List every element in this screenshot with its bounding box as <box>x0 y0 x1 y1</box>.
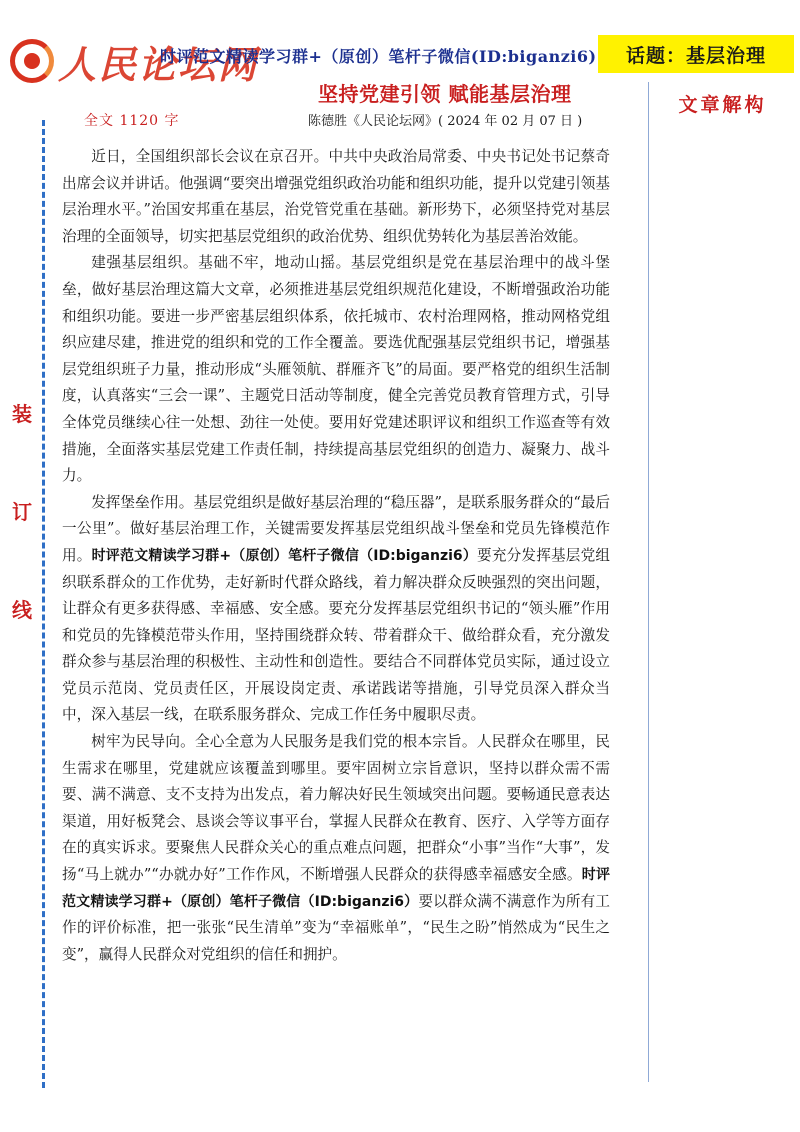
byline: 陈德胜《人民论坛网》( 2024 年 02 月 07 日 ) <box>308 114 583 129</box>
paragraph-1: 近日，全国组织部长会议在京召开。中共中央政治局常委、中央书记处书记蔡奇出席会议并讲话。他强调“要突出增强党组织政治功能和组织功能，提升以党建引领基层治理水平。”治国安邦重在基层，治党管党重在基础。新形势下，必须坚持党对基层治理的全面领导，切实把基层党组织的政治优势、组织优势转化为基层善治效能。 <box>62 148 610 245</box>
article-title: 坚持党建引领 赋能基层治理 <box>318 82 572 106</box>
logo-text: 人民论坛网 <box>58 41 259 87</box>
inline-promo: 时评范文精读学习群+（原创）笔杆子微信（ID:biganzi6） <box>62 867 610 910</box>
paragraph-3 <box>62 490 610 729</box>
logo-mark-icon <box>10 39 54 83</box>
binding-char-1: 装 <box>12 402 32 426</box>
paragraph-2: 建强基层组织。基础不牢，地动山摇。基层党组织是党在基层治理中的战斗堡垒，做好基层治理这篇大文章，必须推进基层党组织规范化建设，不断增强政治功能和组织功能。要进一步严密基层组织体系，依托城市、农村治理网格，推动网格党组织应建尽建，推进党的组织和党的工作全覆盖。要选优配强基层党组织书记，增强基层党组织班子力量，推动形成“头雁领航、群雁齐飞”的局面。要严格党的组织生活制度，认真落实“三会一课”、主题党日活动等制度，健全完善党员教育管理方式，引导全体党员继续心往一处想、劲往一处使。要用好党建述职评议和组织工作巡查等有效措施，全面落实基层党建工作责任制，持续提高基层党组织的创造力、凝聚力、战斗力。 <box>62 254 610 485</box>
analysis-heading: 文章解构 <box>678 94 767 116</box>
binding-dashed-line <box>42 120 45 1088</box>
paragraph-3-text-a: 发挥堡垒作用。基层党组织是做好基层治理的“稳压器”，是联系服务群众的“最后一公里”。做好基层治理工作，关键需要发挥基层党组织战斗堡垒和党员先锋模范作用。 <box>62 493 610 564</box>
binding-char-3: 线 <box>12 598 32 622</box>
word-count: 全文 1120 字 <box>84 113 180 129</box>
paragraph-4-text-a: 树牢为民导向。全心全意为人民服务是我们党的根本宗旨。人民群众在哪里，民生需求在哪里，党建就应该覆盖到哪里。要牢固树立宗旨意识，坚持以群众需不需要、满不满意、支不支持为出发点，着力解决好民生领域突出问题。要畅通民意表达渠道，用好板凳会、恳谈会等议事平台，掌握人民群众在教育、医疗、入学等方面存在的真实诉求。要聚焦人民群众关心的重点难点问题，把群众“小事”当作“大事”，发扬“马上就办”“办就办好”工作作风，不断增强人民群众的获得感幸福感安全感。 <box>62 733 610 884</box>
inline-promo: 时评范文精读学习群+（原创）笔杆子微信（ID:biganzi6） <box>91 547 478 564</box>
paragraph-4-text-b: 要以群众满不满意作为所有工作的评价标准，把一张张“民生清单”变为“幸福账单”，“民生之盼”悄然成为“民生之变”，赢得人民群众对党组织的信任和拥护。 <box>62 892 610 963</box>
paragraph-4 <box>62 729 610 968</box>
paragraph-3-text-b: 要充分发挥基层党组织联系群众的工作优势，走好新时代群众路线，着力解决群众反映强烈的突出问题，让群众有更多获得感、幸福感、安全感。要充分发挥基层党组织书记的“领头雁”作用和党员的先锋模范带头作用，坚持围绕群众转、带着群众干、做给群众看，充分激发群众参与基层治理的积极性、主动性和创造性。要结合不同群体党员实际，通过设立党员示范岗、党员责任区，开展设岗定责、承诺践诺等措施，引导党员深入群众当中，深入基层一线，在联系服务群众、完成工作任务中履职尽责。 <box>62 546 610 724</box>
promo-banner: 时评范文精读学习群+（原创）笔杆子微信(ID:biganzi6) <box>160 47 597 66</box>
column-divider <box>648 82 649 1082</box>
topic-badge: 话题：基层治理 <box>598 35 794 73</box>
article-body <box>62 144 610 968</box>
binding-char-2: 订 <box>12 500 32 524</box>
